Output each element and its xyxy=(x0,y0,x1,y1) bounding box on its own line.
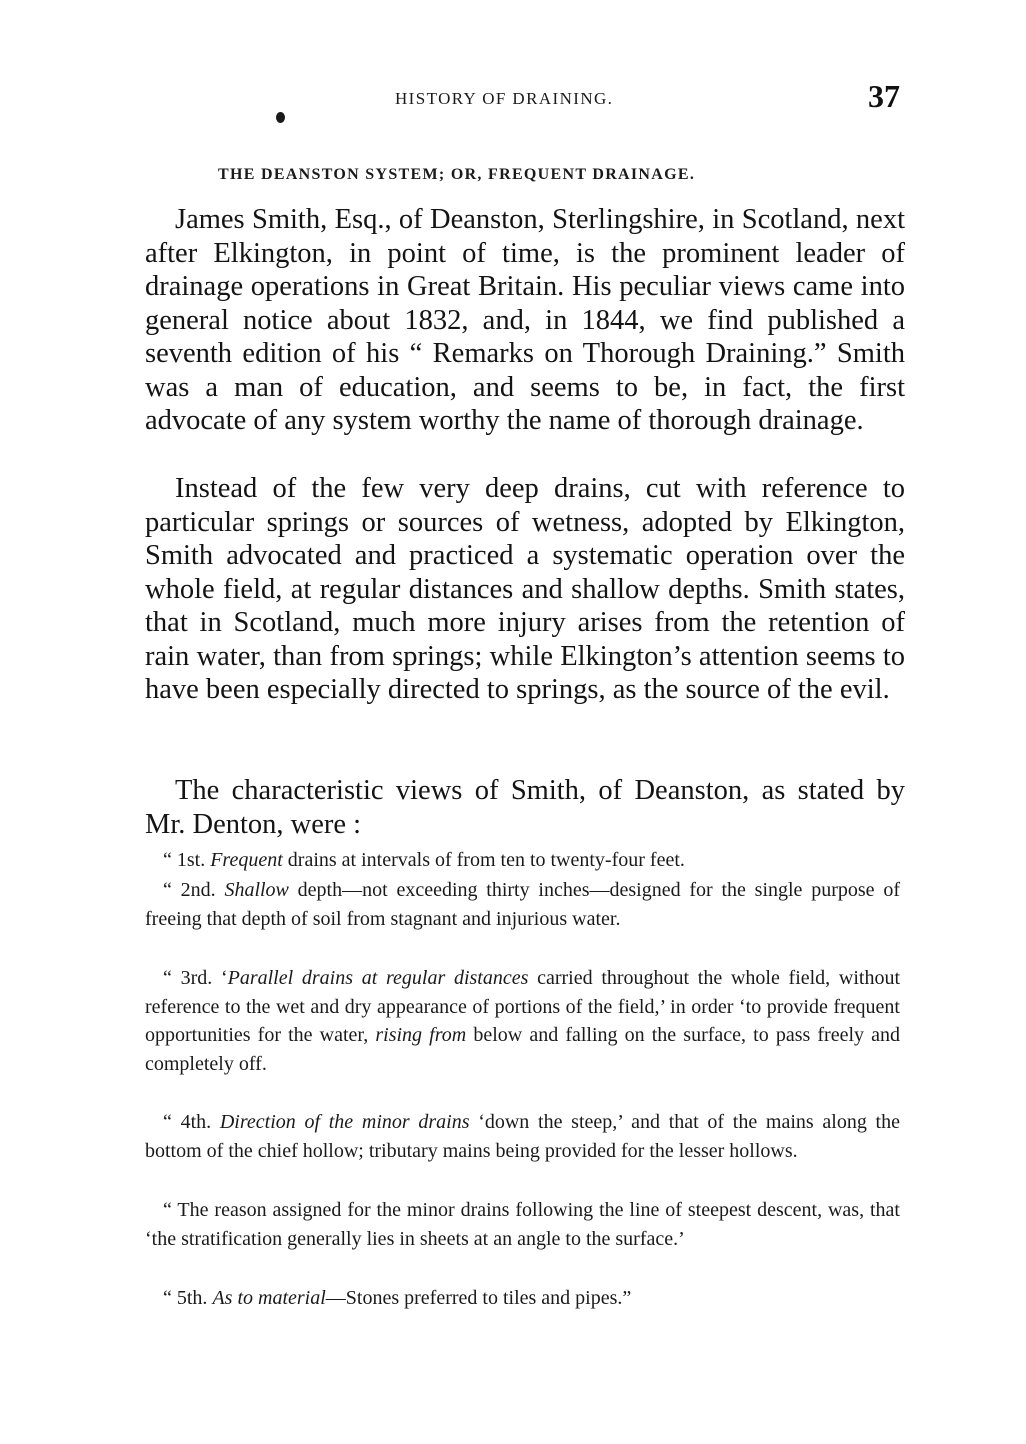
quote-body: drains at intervals of from ten to twenty-four feet. xyxy=(282,849,685,871)
quote-label: “ 2nd. xyxy=(163,879,225,901)
quote-emphasis: Shallow xyxy=(224,879,289,901)
quote-reason: “ The reason assigned for the minor drains following the line of steepest descent, was, that ‘the stratification generally lies in sheets at an angle to the surface.’ xyxy=(145,1199,900,1250)
quote-item-3rd xyxy=(145,964,900,1078)
quote-item-2nd xyxy=(145,876,900,933)
quote-body: ‘down the steep,’ and that of the mains along the bottom of the chief hollow; tributary mains being provided for the lesser hollows. xyxy=(145,1111,900,1162)
paragraph-3: The characteristic views of Smith, of Deanston, as stated by Mr. Denton, were : xyxy=(145,775,905,840)
quote-item-1st xyxy=(145,846,900,875)
page-number: 37 xyxy=(868,78,900,114)
quote-body: carried throughout the whole field, without reference to the wet and dry appearance of portions of the field,’ in order ‘to provide frequent opportunities for the water, xyxy=(145,967,901,1047)
quote-label: “ 3rd. ‘ xyxy=(163,967,228,989)
section-title: THE DEANSTON SYSTEM; OR, FREQUENT DRAINAGE. xyxy=(218,166,696,183)
quote-body: below and falling on the surface, to pass freely and completely off. xyxy=(145,1024,900,1075)
running-title: HISTORY OF DRAINING. xyxy=(395,89,614,108)
quote-emphasis: As to material xyxy=(212,1287,326,1309)
quote-emphasis: Direction of the minor drains xyxy=(219,1111,470,1133)
ink-dot-mark xyxy=(276,112,285,123)
paragraph-1: James Smith, Esq., of Deanston, Sterlingshire, in Scotland, next after Elkington, in point of time, is the prominent leader of drainage operations in Great Britain. His peculiar views came into general notice about 1832, and, in 1844, we find published a seventh edition of his “ Remarks on Thorough Draining.” Smith was a man of education, and seems to be, in fact, the first advocate of any system worthy the name of thorough drainage. xyxy=(145,204,905,436)
quote-emphasis: rising from xyxy=(375,1024,467,1047)
quote-body: —Stones preferred to tiles and pipes.” xyxy=(325,1287,632,1309)
paragraph-2: Instead of the few very deep drains, cut with reference to particular springs or sources of wetness, adopted by Elkington, Smith advocated and practiced a systematic operation over the whole field, at regular distances and shallow depths. Smith states, that in Scotland, much more injury arises from the retention of rain water, than from springs; while Elkington’s attention seems to have been especially directed to springs, as the source of the evil. xyxy=(145,473,905,705)
quote-emphasis: Frequent xyxy=(210,849,283,871)
quote-label: “ 4th. xyxy=(163,1111,220,1133)
quote-label: “ 1st. xyxy=(163,849,211,871)
quote-item-5th xyxy=(145,1284,900,1313)
quote-label: “ 5th. xyxy=(163,1287,213,1309)
quote-item-4th xyxy=(145,1108,900,1165)
quote-body: depth—not exceeding thirty inches—designed for the single purpose of freeing that depth of soil from stagnant and injurious water. xyxy=(145,879,900,930)
quote-emphasis: Parallel drains at regular distances xyxy=(227,967,529,989)
